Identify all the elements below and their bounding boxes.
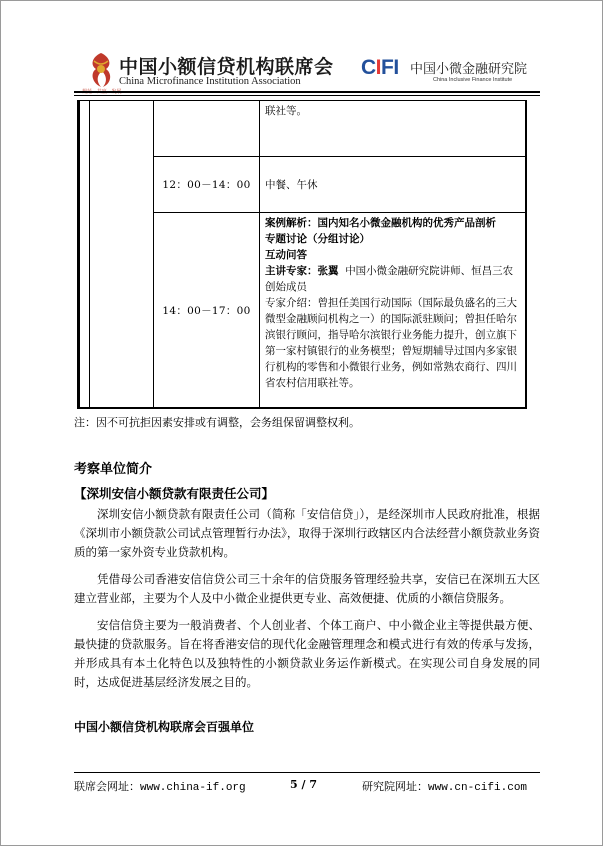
- case-analysis-title: 案例解析：国内知名小微金融机构的优秀产品剖析: [265, 217, 496, 229]
- association-name-cn: 中国小额信贷机构联席会: [119, 56, 334, 78]
- footer-rule: [74, 772, 540, 773]
- time-cell: [154, 101, 260, 157]
- expert-label: 主讲专家：张翼: [265, 265, 339, 277]
- topic-discussion: 专题讨论（分组讨论）: [265, 233, 370, 245]
- table-cell-blank: [80, 101, 90, 409]
- table-row: [80, 101, 526, 157]
- time-cell: 12：00－14：00: [154, 157, 260, 213]
- company-description: [74, 505, 540, 700]
- footer-left-url[interactable]: www.china-if.org: [140, 782, 246, 794]
- association-name-en: China Microfinance Institution Association: [119, 76, 301, 87]
- table-frame-right: [525, 100, 527, 408]
- expert-line: [265, 263, 521, 295]
- schedule-table: [79, 100, 526, 409]
- schedule-note: 注：因不可抗拒因素安排或有调整，会务组保留调整权利。: [74, 416, 360, 429]
- table-frame-bottom: [77, 407, 527, 409]
- activity-text: 中餐、午休: [265, 178, 318, 191]
- paragraph: 凭借母公司香港安信信贷公司三十余年的信贷服务管理经验共享，安信已在深圳五大区建立营业部，主要为个人及中小微企业提供更专业、高效便捷、优质的小额信贷服务。: [74, 572, 540, 605]
- footer-association-site: [74, 778, 246, 794]
- expert-title: 中国小微金融研究院讲师、恒昌三农创始成员: [265, 265, 514, 293]
- header-rule-thin: [74, 95, 540, 96]
- activity-cell: [260, 213, 526, 409]
- footer-right-label: 研究院网址：: [362, 780, 428, 793]
- subheading: 中国小额信贷机构联席会百强单位: [74, 720, 255, 734]
- footer-left-label: 联席会网址：: [74, 780, 140, 793]
- page-number: 5 / 7: [290, 778, 317, 791]
- paragraph: 安信信贷主要为一般消费者、个人创业者、个体工商户、中小微企业主等提供最方便、最快捷的贷款服务。旨在将香港安信的现代化金融管理理念和模式进行有效的传承与发扬，并形成具有本土化特色以及独特性的小额贷款业务运作新模式。在实现公司自身发展的同时，达成促进基层经济发展之目的。: [74, 618, 540, 689]
- time-cell: 14：00－17：00: [154, 213, 260, 409]
- cifi-logo: [361, 56, 399, 80]
- activity-text: 联社等。: [265, 105, 307, 117]
- table-cell-day: [90, 101, 154, 409]
- institute-name-cn: 中国小微金融研究院: [410, 62, 528, 77]
- company-title: 【深圳安信小额贷款有限责任公司】: [74, 486, 275, 501]
- header-rule-thick: [74, 91, 540, 93]
- institute-name-en: China Inclusive Finance Institute: [433, 77, 513, 83]
- cifi-logo-text: CIFI: [361, 56, 399, 79]
- paragraph: 深圳安信小额贷款有限责任公司（简称「安信信贷」），是经深圳市人民政府批准，根据《深圳市小额贷款公司试点管理暂行办法》，取得于深圳行政辖区内合法经营小额贷款业务资质的第一家外资专业贷款机构。: [74, 507, 540, 559]
- expert-intro: 专家介绍：曾担任美国行动国际（国际最负盛名的三大微型金融顾问机构之一）的国际派驻顾问；曾担任哈尔滨银行顾问，指导哈尔滨银行业务能力提升，创立旗下第一家村镇银行的业务模型；曾短期辅导过国内多家银行机构的零售和小微银行业务，例如常熟农商行、四川省农村信用联社等。: [265, 297, 517, 389]
- activity-cell: [260, 157, 526, 213]
- activity-cell: [260, 101, 526, 157]
- footer-right-url[interactable]: www.cn-cifi.com: [428, 782, 528, 794]
- association-logo-icon: [86, 51, 116, 89]
- footer-institute-site: [362, 778, 527, 794]
- interactive-qa: 互动问答: [265, 249, 307, 261]
- section-title: 考察单位简介: [74, 462, 153, 477]
- table-frame-left: [77, 100, 79, 408]
